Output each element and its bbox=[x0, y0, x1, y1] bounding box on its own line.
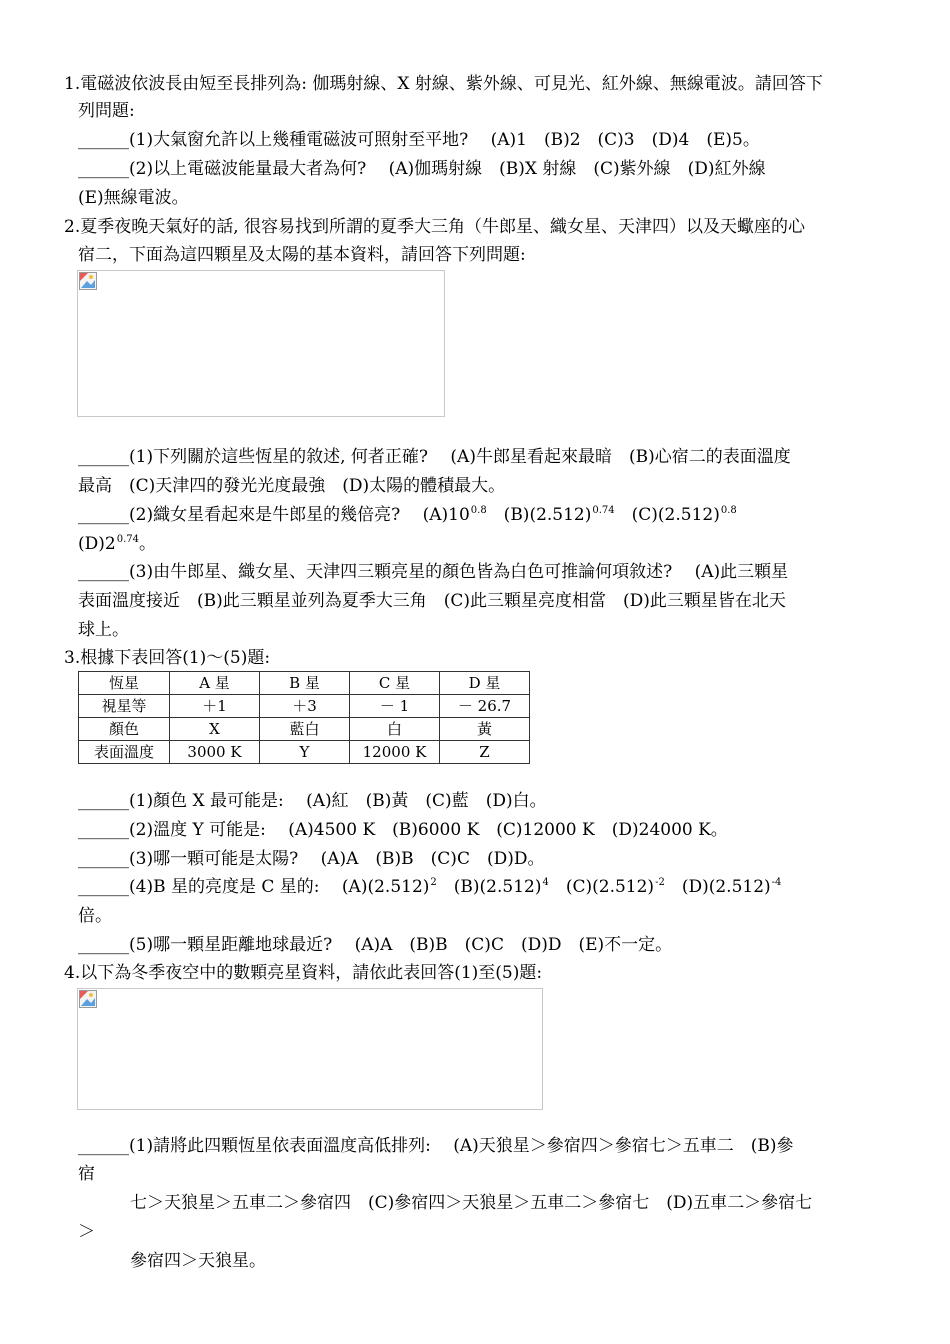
table-header-row bbox=[79, 672, 530, 695]
table-cell: 藍白 bbox=[260, 718, 350, 741]
broken-image-icon bbox=[79, 272, 97, 290]
table-cell: 表面溫度 bbox=[79, 741, 170, 764]
q2-subquestion-1-line2: 最高 (C)天津四的發光光度最強 (D)太陽的體積最大。 bbox=[78, 476, 506, 496]
table-cell: Y bbox=[260, 741, 350, 764]
table-cell: X bbox=[170, 718, 260, 741]
table-cell: 顏色 bbox=[79, 718, 170, 741]
winter-stars-image-placeholder bbox=[77, 988, 543, 1110]
table-cell: ＋1 bbox=[170, 695, 260, 718]
q1-subquestion-1: ______(1)大氣窗允許以上幾種電磁波可照射至平地? (A)1 (B)2 (C)3 (D)4 (E)5。 bbox=[78, 130, 760, 150]
table-cell: － 26.7 bbox=[440, 695, 530, 718]
q2-stem-line1: 2.夏季夜晚天氣好的話, 很容易找到所謂的夏季大三角（牛郎星、織女星、天津四）以及天蠍座的心 bbox=[64, 217, 806, 237]
q3-subquestion-5: ______(5)哪一顆星距離地球最近? (A)A (B)B (C)C (D)D (E)不一定。 bbox=[78, 935, 673, 955]
q4-subquestion-1-line1: ______(1)請將此四顆恆星依表面溫度高低排列: (A)天狼星＞參宿四＞參宿七＞五車二 (B)參 bbox=[78, 1136, 794, 1156]
q3-subquestion-4-line1: ______(4)B 星的亮度是 C 星的: $(A)(2.512)^2$ $(B)(2.512)^4$ $(C)(2.512)^{-2}$ $(D)(2.512)^{-4}$ bbox=[78, 877, 782, 897]
table-cell: 視星等 bbox=[79, 695, 170, 718]
q2-subquestion-2-line1: ______(2)織女星看起來是牛郎星的幾倍亮? $(A)10^{0.8}$ $(B)(2.512)^{0.74}$ $(C)(2.512)^{0.8}$ bbox=[78, 505, 737, 525]
q3-subquestion-3: ______(3)哪一顆可能是太陽? (A)A (B)B (C)C (D)D。 bbox=[78, 849, 545, 869]
table-row bbox=[79, 695, 530, 718]
table-cell: 3000 K bbox=[170, 741, 260, 764]
q2-subquestion-2-line2: $(D)2^{0.74}$。 bbox=[78, 534, 156, 554]
table-row bbox=[79, 718, 530, 741]
table-header-cell: D 星 bbox=[440, 672, 530, 695]
table-header-cell: C 星 bbox=[350, 672, 440, 695]
star-data-image-placeholder bbox=[77, 270, 445, 417]
table-cell: 白 bbox=[350, 718, 440, 741]
table-cell: ＋3 bbox=[260, 695, 350, 718]
q2-subquestion-3-line1: ______(3)由牛郎星、織女星、天津四三顆亮星的顏色皆為白色可推論何項敘述? (A)此三顆星 bbox=[78, 562, 789, 582]
q2-stem-line2: 宿二，下面為這四顆星及太陽的基本資料，請回答下列問題: bbox=[78, 245, 526, 265]
q1-stem-line2: 列問題: bbox=[78, 101, 135, 121]
q3-subquestion-2: ______(2)溫度 Y 可能是: (A)4500 K (B)6000 K (C)12000 K (D)24000 K。 bbox=[78, 820, 728, 840]
q4-subquestion-1-line5: 參宿四＞天狼星。 bbox=[130, 1251, 266, 1271]
q4-subquestion-1-line4: ＞ bbox=[78, 1222, 95, 1242]
q4-subquestion-1-line2: 宿 bbox=[78, 1164, 95, 1184]
table-header-cell: B 星 bbox=[260, 672, 350, 695]
q4-stem: 4.以下為冬季夜空中的數顆亮星資料，請依此表回答(1)至(5)題: bbox=[64, 963, 543, 983]
table-header-cell: 恆星 bbox=[79, 672, 170, 695]
table-header-cell: A 星 bbox=[170, 672, 260, 695]
q4-subquestion-1-line3: 七＞天狼星＞五車二＞參宿四 (C)參宿四＞天狼星＞五車二＞參宿七 (D)五車二＞參宿七 bbox=[130, 1193, 813, 1213]
q3-subquestion-1: ______(1)顏色 X 最可能是: (A)紅 (B)黃 (C)藍 (D)白。 bbox=[78, 791, 547, 811]
table-cell: － 1 bbox=[350, 695, 440, 718]
q1-stem-line1: 1.電磁波依波長由短至長排列為: 伽瑪射線、X 射線、紫外線、可見光、紅外線、無線電波。請回答下 bbox=[64, 74, 823, 94]
q1-subquestion-2-line2: (E)無線電波。 bbox=[78, 188, 189, 208]
broken-image-icon bbox=[79, 990, 97, 1008]
q3-subquestion-4-line2: 倍。 bbox=[78, 906, 112, 926]
table-row bbox=[79, 741, 530, 764]
q2-subquestion-3-line2: 表面溫度接近 (B)此三顆星並列為夏季大三角 (C)此三顆星亮度相當 (D)此三顆星皆在北天 bbox=[78, 591, 786, 611]
table-cell: 12000 K bbox=[350, 741, 440, 764]
q1-subquestion-2-line1: ______(2)以上電磁波能量最大者為何? (A)伽瑪射線 (B)X 射線 (C)紫外線 (D)紅外線 bbox=[78, 159, 766, 179]
table-cell: Z bbox=[440, 741, 530, 764]
q2-subquestion-3-line3: 球上。 bbox=[78, 620, 129, 640]
star-table bbox=[78, 671, 530, 764]
table-cell: 黃 bbox=[440, 718, 530, 741]
q2-subquestion-1-line1: ______(1)下列關於這些恆星的敘述, 何者正確? (A)牛郎星看起來最暗 (B)心宿二的表面溫度 bbox=[78, 447, 791, 467]
q3-stem: 3.根據下表回答(1)～(5)題: bbox=[64, 648, 271, 668]
